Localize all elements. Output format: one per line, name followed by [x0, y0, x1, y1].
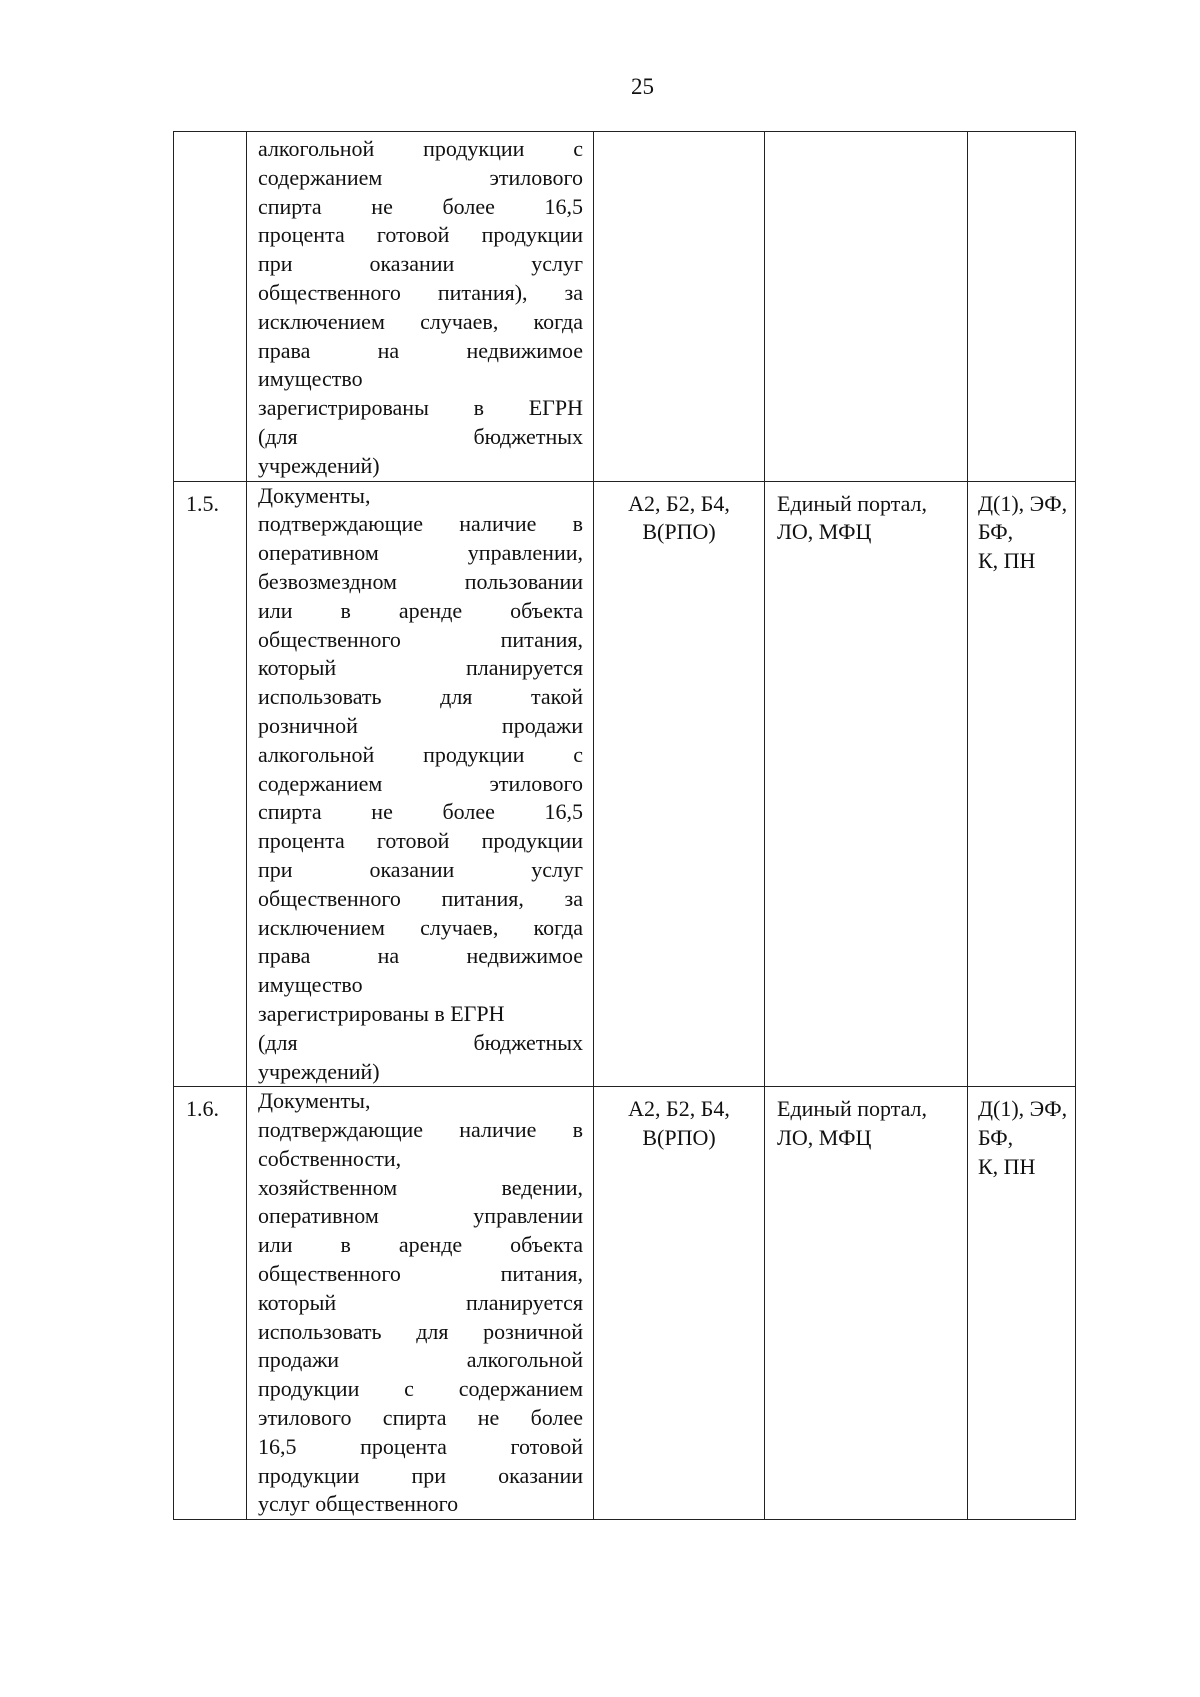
description-line: исключением случаев, когда [258, 308, 583, 334]
description-line: общественного питания, [258, 1261, 583, 1287]
requirements-table [173, 131, 1076, 1520]
submission-channel-cell-line: ЛО, МФЦ [777, 519, 872, 545]
description-line: продукции при оказании [258, 1462, 583, 1488]
description-line: этилового спирта не более [258, 1405, 583, 1431]
description-line: имущество [258, 366, 363, 392]
submission-channel-cell [765, 1087, 968, 1520]
row-number-cell [174, 132, 247, 482]
description-line: алкогольной продукции с [258, 741, 583, 767]
submission-channel-cell [765, 481, 968, 1087]
description-line: общественного питания), за [258, 279, 583, 305]
description-line: подтверждающие наличие в [258, 511, 583, 537]
document-format-cell [968, 1087, 1076, 1520]
submission-channel-cell-line: Единый портал, [777, 1096, 928, 1122]
description-line: спирта не более 16,5 [258, 193, 583, 219]
codes-cell-line: В(РПО) [642, 1125, 716, 1151]
description-line: спирта не более 16,5 [258, 799, 583, 825]
description-line: алкогольной продукции с [258, 136, 583, 161]
description-line: который планируется [258, 1289, 583, 1315]
description-line: исключением случаев, когда [258, 914, 583, 940]
codes-cell [594, 481, 765, 1087]
description-line: 16,5 процента готовой [258, 1433, 583, 1459]
description-line: содержанием этилового [258, 770, 583, 796]
submission-channel-cell-line: Единый портал, [777, 490, 928, 516]
document-format-cell-line: К, ПН [978, 1153, 1036, 1179]
description-line: зарегистрированы в ЕГРН [258, 395, 583, 421]
description-line: использовать для такой [258, 684, 583, 710]
codes-cell-line: А2, Б2, Б4, [628, 490, 730, 516]
document-format-cell-line: К, ПН [978, 548, 1036, 574]
description-line: учреждений) [258, 1058, 380, 1084]
description-line: услуг общественного [258, 1491, 459, 1517]
description-line: процента готовой продукции [258, 828, 583, 854]
document-description-cell [247, 132, 594, 482]
description-line: или в аренде объекта [258, 597, 583, 623]
description-line: розничной продажи [258, 712, 583, 738]
description-line: при оказании услуг [258, 856, 583, 882]
document-format-cell-line: Д(1), ЭФ, БФ, [978, 490, 1068, 545]
description-line: при оказании услуг [258, 251, 583, 277]
table-row [174, 1087, 1076, 1520]
description-line: процента готовой продукции [258, 222, 583, 248]
document-format-cell [968, 132, 1076, 482]
description-line: права на недвижимое [258, 943, 583, 969]
document-format-cell-line: Д(1), ЭФ, БФ, [978, 1096, 1068, 1151]
description-line: хозяйственном ведении, [258, 1174, 583, 1200]
description-line: безвозмездном пользовании [258, 568, 583, 594]
description-line: использовать для розничной [258, 1318, 583, 1344]
description-line: имущество [258, 972, 363, 998]
table-row [174, 132, 1076, 482]
codes-cell-line: А2, Б2, Б4, [628, 1096, 730, 1122]
description-line: общественного питания, [258, 626, 583, 652]
submission-channel-cell [765, 132, 968, 482]
description-line: оперативном управлении [258, 1203, 583, 1229]
row-number-cell: 1.6. [174, 1087, 247, 1520]
codes-cell-line: В(РПО) [642, 519, 716, 545]
page-number: 25 [631, 74, 654, 99]
description-line: подтверждающие наличие в [258, 1117, 583, 1143]
description-line: или в аренде объекта [258, 1232, 583, 1258]
description-line: собственности, [258, 1145, 402, 1171]
table-row [174, 481, 1076, 1087]
document-description-cell [247, 481, 594, 1087]
description-line: продажи алкогольной [258, 1347, 583, 1373]
document-description-cell [247, 1087, 594, 1520]
description-line: (для бюджетных [258, 423, 583, 449]
description-line: Документы, [258, 1088, 371, 1114]
document-format-cell [968, 481, 1076, 1087]
description-line: (для бюджетных [258, 1029, 583, 1055]
codes-cell [594, 1087, 765, 1520]
description-line: который планируется [258, 655, 583, 681]
description-line: права на недвижимое [258, 337, 583, 363]
description-line: общественного питания, за [258, 885, 583, 911]
description-line: Документы, [258, 482, 371, 508]
description-line: учреждений) [258, 452, 380, 478]
description-line: продукции с содержанием [258, 1376, 583, 1402]
description-line: оперативном управлении, [258, 540, 583, 566]
description-line: содержанием этилового [258, 164, 583, 190]
codes-cell [594, 132, 765, 482]
description-line: зарегистрированы в ЕГРН [258, 1000, 505, 1026]
submission-channel-cell-line: ЛО, МФЦ [777, 1125, 872, 1151]
row-number-cell: 1.5. [174, 481, 247, 1087]
